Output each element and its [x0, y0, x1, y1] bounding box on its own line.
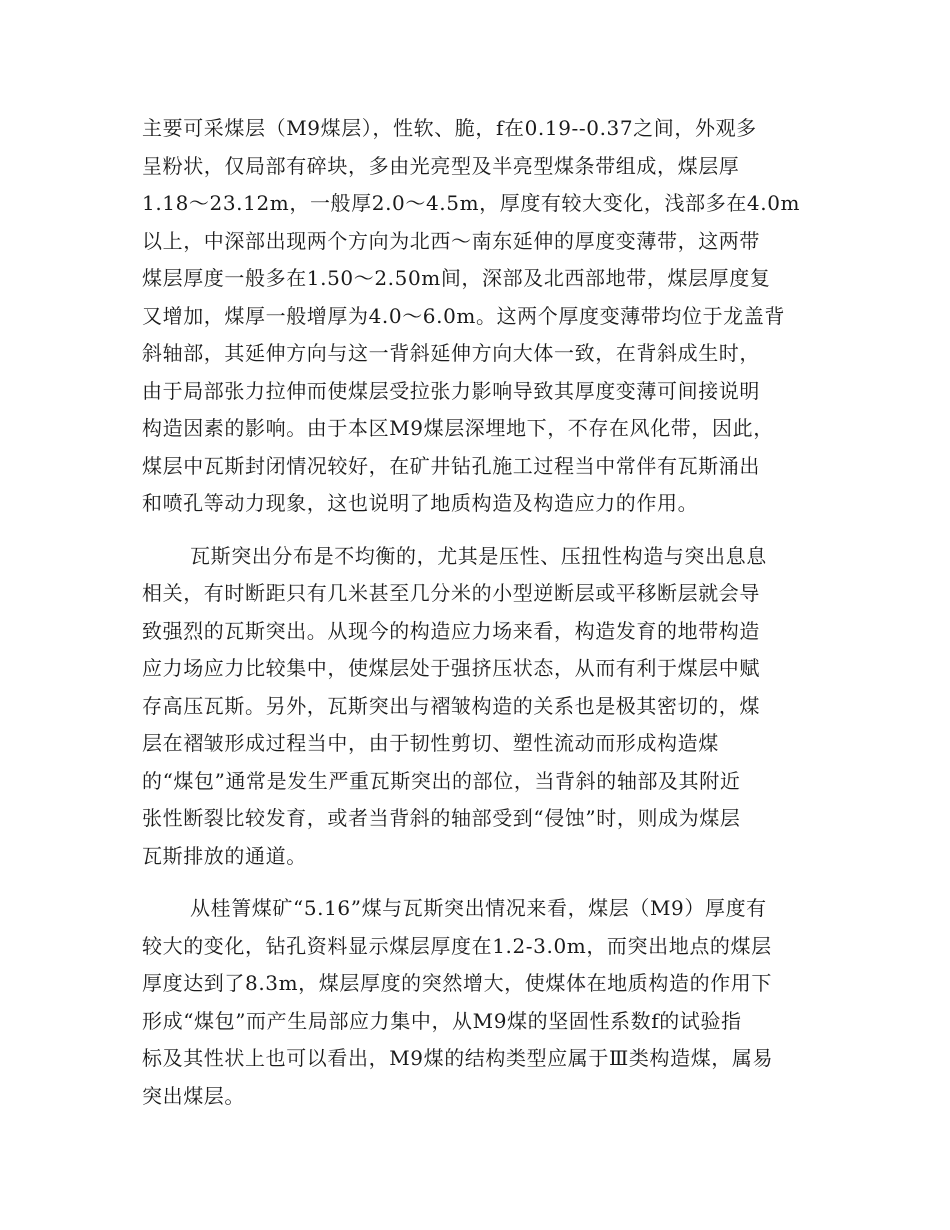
text-line: 张性断裂比较发育，或者当背斜的轴部受到“侵蚀”时，则成为煤层 — [142, 806, 741, 830]
text-line: 的“煤包”通常是发生严重瓦斯突出的部位，当背斜的轴部及其附近 — [142, 768, 741, 793]
text-line: 和喷孔等动力现象，这也说明了地质构造及构造应力的作用。 — [142, 491, 699, 515]
text-line: 相关，有时断距只有几米甚至几分米的小型逆断层或平移断层就会导 — [142, 581, 760, 605]
document-body — [142, 110, 810, 1115]
text-line-indented: 瓦斯突出分布是不均衡的，尤其是压性、压扭性构造与突出息息 — [190, 543, 767, 568]
text-line: 较大的变化，钻孔资料显示煤层厚度在1.2-3.0m，而突出地点的煤层 — [142, 933, 772, 958]
text-line: 主要可采煤层（M9煤层），性软、脆，f在0.19--0.37之间，外观多 — [142, 116, 757, 140]
text-line: 构造因素的影响。由于本区M9煤层深埋地下，不存在风化带，因此， — [142, 416, 774, 440]
text-line: 以上，中深部出现两个方向为北西～南东延伸的厚度变薄带，这两带 — [142, 228, 760, 253]
paragraph-coal-seam-description — [142, 110, 810, 523]
text-line-indented: 从桂箐煤矿“5.16”煤与瓦斯突出情况来看，煤层（M9）厚度有 — [190, 896, 767, 920]
text-line: 存高压瓦斯。另外，瓦斯突出与褶皱构造的关系也是极其密切的，煤 — [142, 693, 760, 718]
text-line: 由于局部张力拉伸而使煤层受拉张力影响导致其厚度变薄可间接说明 — [142, 378, 760, 403]
text-line: 突出煤层。 — [142, 1083, 245, 1108]
paragraph-gas-outburst-distribution — [142, 538, 810, 876]
text-line: 厚度达到了8.3m，煤层厚度的突然增大，使煤体在地质构造的作用下 — [142, 971, 772, 995]
text-line: 瓦斯排放的通道。 — [142, 843, 307, 868]
text-line: 煤层中瓦斯封闭情况较好，在矿井钻孔施工过程当中常伴有瓦斯涌出 — [142, 453, 760, 478]
text-line: 又增加，煤厚一般增厚为4.0～6.0m。这两个厚度变薄带均位于龙盖背 — [142, 303, 785, 328]
text-line: 呈粉状，仅局部有碎块，多由光亮型及半亮型煤条带组成，煤层厚 — [142, 153, 740, 178]
text-line: 煤层厚度一般多在1.50～2.50m间，深部及北西部地带，煤层厚度复 — [142, 266, 771, 290]
text-line: 标及其性状上也可以看出，M9煤的结构类型应属于Ⅲ类构造煤，属易 — [142, 1046, 774, 1070]
text-line: 斜轴部，其延伸方向与这一背斜延伸方向大体一致，在背斜成生时， — [142, 341, 760, 365]
text-line: 1.18～23.12m，一般厚2.0～4.5m，厚度有较大变化，浅部多在4.0m — [142, 191, 801, 215]
text-line: 致强烈的瓦斯突出。从现今的构造应力场来看，构造发育的地带构造 — [142, 618, 760, 643]
text-line: 形成“煤包”而产生局部应力集中，从M9煤的坚固性系数f的试验指 — [142, 1008, 742, 1033]
text-line: 应力场应力比较集中，使煤层处于强挤压状态，从而有利于煤层中赋 — [142, 656, 760, 680]
paragraph-guiqing-mine-case — [142, 890, 810, 1115]
text-line: 层在褶皱形成过程当中，由于韧性剪切、塑性流动而形成构造煤 — [142, 731, 719, 755]
